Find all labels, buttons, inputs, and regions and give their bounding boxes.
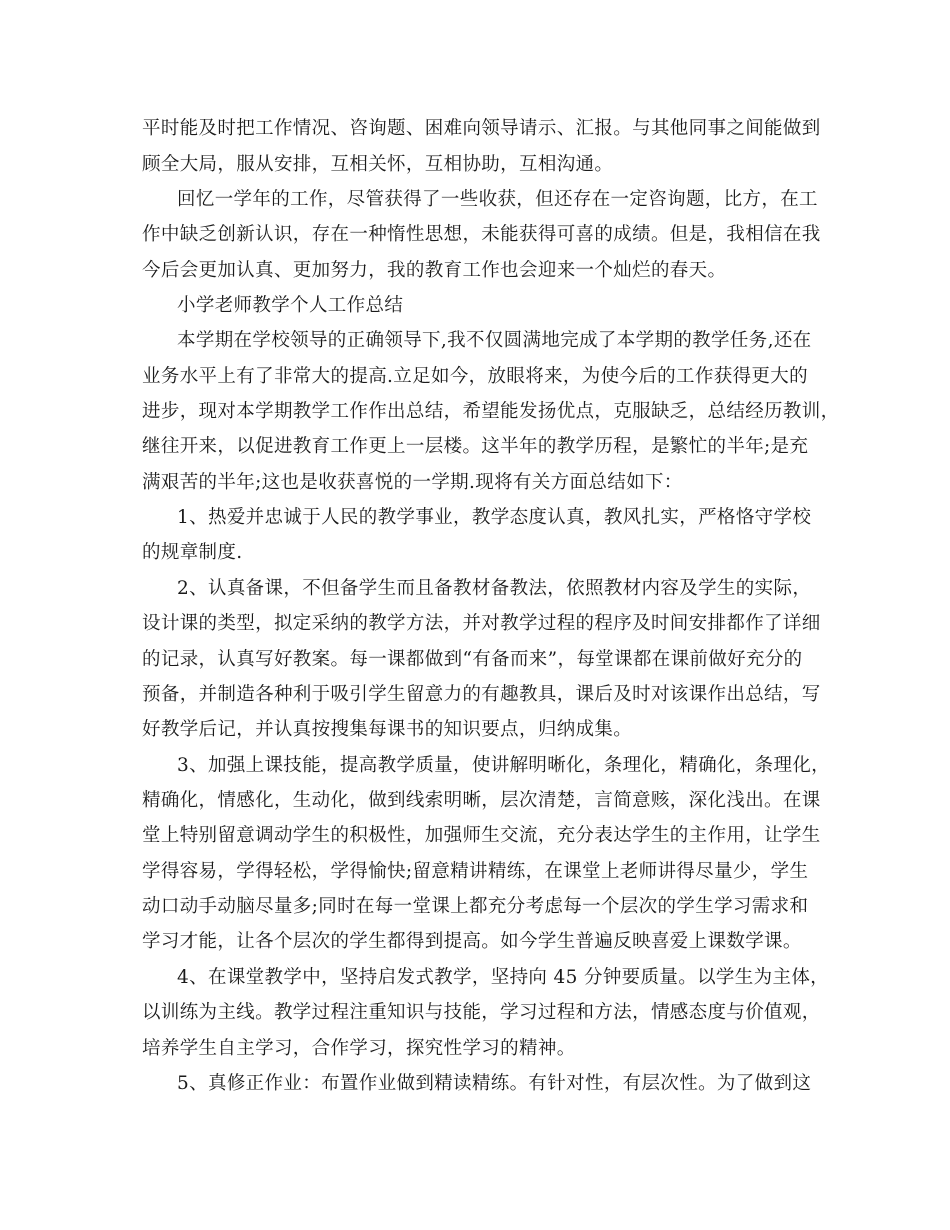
text-line: 学习才能，让各个层次的学生都得到提高。如今学生普遍反映喜爱上课数学课。 xyxy=(142,931,802,952)
text-line: 的记录，认真写好教案。每一课都做到“有备而来”，每堂课都在课前做好充分的 xyxy=(142,649,803,670)
text-line: 回忆一学年的工作，尽管获得了一些收获，但还存在一定咨询题，比方，在工 xyxy=(177,189,818,210)
text-line: 今后会更加认真、更加努力，我的教育工作也会迎来一个灿烂的春天。 xyxy=(142,260,727,281)
text-line: 继往开来，以促进教育工作更上一层楼。这半年的教学历程，是繁忙的半年;是充 xyxy=(142,436,809,457)
text-line: 学得容易，学得轻松，学得愉快;留意精讲精练，在课堂上老师讲得尽量少，学生 xyxy=(142,861,809,882)
text-line: 平时能及时把工作情况、咨询题、困难向领导请示、汇报。与其他同事之间能做到 xyxy=(142,118,821,139)
text-line: 1、热爱并忠诚于人民的教学事业，教学态度认真，教风扎实，严格恪守学校 xyxy=(177,507,812,528)
text-line: 设计课的类型，拟定采纳的教学方法，并对教学过程的程序及时间安排都作了详细 xyxy=(142,613,821,634)
text-line: 预备，并制造各种利于吸引学生留意力的有趣教具，课后及时对该课作出总结，写 xyxy=(142,684,821,705)
text-line: 满艰苦的半年;这也是收获喜悦的一学期.现将有关方面总结如下： xyxy=(142,472,683,493)
text-line: 的规章制度. xyxy=(142,542,243,563)
section-heading: 小学老师教学个人工作总结 xyxy=(177,295,404,316)
text-line: 2、认真备课，不但备学生而且备教材备教法，依照教材内容及学生的实际， xyxy=(177,578,812,599)
text-line: 顾全大局，服从安排，互相关怀，互相协助，互相沟通。 xyxy=(142,154,614,175)
text-line: 本学期在学校领导的正确领导下,我不仅圆满地完成了本学期的教学任务,还在 xyxy=(177,330,812,351)
text-line: 作中缺乏创新认识，存在一种惰性思想，未能获得可喜的成绩。但是，我相信在我 xyxy=(142,224,821,245)
text-line: 动口动手动脑尽量多;同时在每一堂课上都充分考虑每一个层次的学生学习需求和 xyxy=(142,896,809,917)
text-line: 3、加强上课技能，提高教学质量，使讲解明晰化，条理化，精确化，条理化， xyxy=(177,755,831,776)
text-line: 进步，现对本学期教学工作作出总结，希望能发扬优点，克服缺乏，总结经历教训， xyxy=(142,401,840,422)
text-line: 培养学生自主学习，合作学习，探究性学习的精神。 xyxy=(142,1038,576,1059)
text-line: 业务水平上有了非常大的提高.立足如今，放眼将来，为使今后的工作获得更大的 xyxy=(142,366,808,387)
text-line: 4、在课堂教学中，坚持启发式教学，坚持向 45 分钟要质量。以学生为主体， xyxy=(177,967,830,988)
text-line: 好教学后记，并认真按搜集每课书的知识要点，归纳成集。 xyxy=(142,719,633,740)
text-line: 5、真修正作业：布置作业做到精读精练。有针对性，有层次性。为了做到这 xyxy=(177,1073,812,1094)
text-line: 以训练为主线。教学过程注重知识与技能，学习过程和方法，情感态度与价值观， xyxy=(142,1002,821,1023)
text-line: 精确化，情感化，生动化，做到线索明晰，层次清楚，言简意赅，深化浅出。在课 xyxy=(142,790,821,811)
text-line: 堂上特别留意调动学生的积极性，加强师生交流，充分表达学生的主作用，让学生 xyxy=(142,825,821,846)
